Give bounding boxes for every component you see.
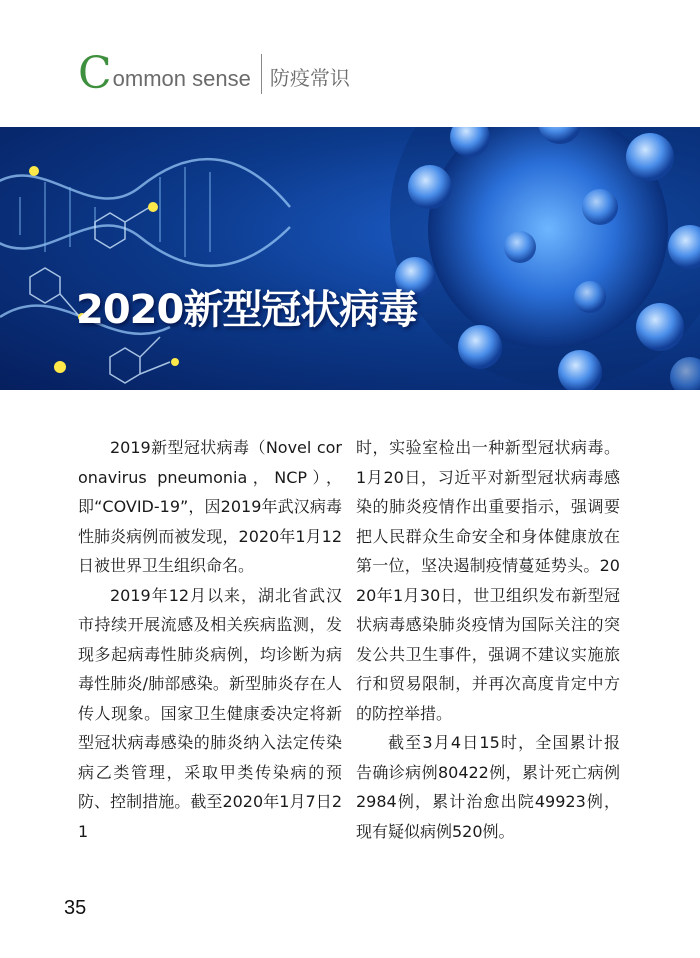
brand-initial: C [78, 48, 112, 99]
section-title: 防疫常识 [269, 66, 350, 90]
paragraph-continuation: 时，实验室检出一种新型冠状病毒。1月20日，习近平对新型冠状病毒感染的肺炎疫情作出重要指示，强调要把人民群众生命安全和身体健康放在第一位，坚决遏制疫情蔓延势头。2020年1月30日，世卫组织发布新型冠状病毒感染肺炎疫情为国际关注的突发公共卫生事件，强调不建议实施旅行和贸易限制，并再次高度肯定中方的防控举措。 [356, 438, 620, 723]
right-column [356, 433, 620, 846]
header-divider [261, 54, 262, 94]
header [78, 48, 350, 99]
brand-text: ommon sense [112, 66, 251, 91]
left-column [78, 433, 342, 846]
virus-illustration [0, 127, 700, 390]
page-number: 35 [64, 897, 87, 919]
paragraph: 2019新型冠状病毒（Novel coronavirus pneumonia，NCP），即“COVID-19”，因2019年武汉病毒性肺炎病例而被发现，2020年1月12日被世界卫生组织命名。 [78, 438, 342, 575]
article-body [78, 433, 620, 846]
paragraph: 2019年12月以来，湖北省武汉市持续开展流感及相关疾病监测，发现多起病毒性肺炎病例，均诊断为病毒性肺炎/肺部感染。新型肺炎存在人传人现象。国家卫生健康委决定将新型冠状病毒感染的肺炎纳入法定传染病乙类管理，采取甲类传染病的预防、控制措施。截至2020年1月7日21 [78, 585, 342, 841]
article-title: 2020新型冠状病毒 [76, 287, 418, 333]
paragraph: 截至3月4日15时，全国累计报告确诊病例80422例，累计死亡病例2984例，累计治愈出院49923例，现有疑似病例520例。 [356, 733, 620, 841]
banner-image [0, 127, 700, 390]
